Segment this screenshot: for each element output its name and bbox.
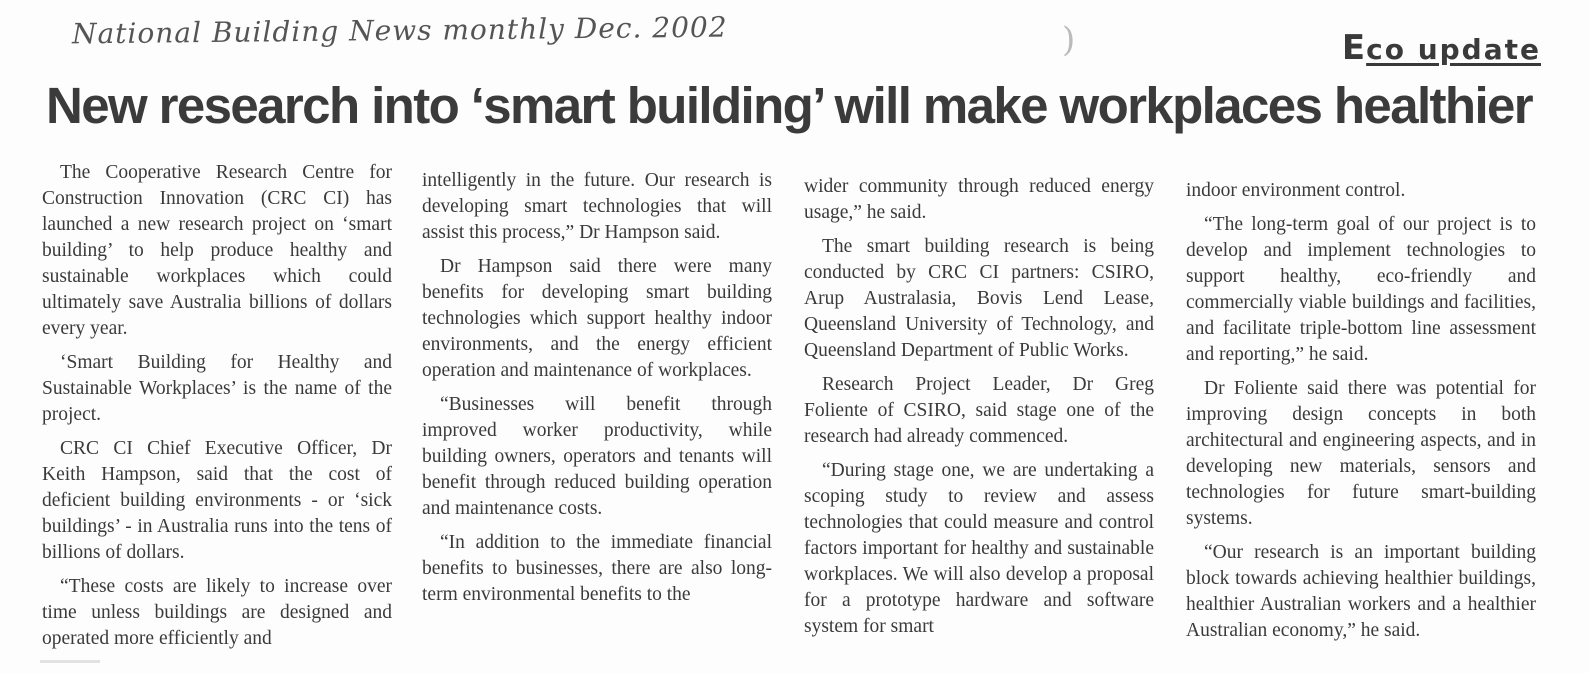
scan-smudge: [40, 660, 100, 663]
paragraph: “Our research is an important building block towards achieving healthier buildings, healthier Australian workers and a healthier Australian economy,” he said.: [1186, 542, 1536, 641]
paragraph: wider community through reduced energy usage,” he said.: [804, 176, 1154, 223]
stray-pen-mark: ): [1062, 20, 1076, 60]
paragraph: ‘Smart Building for Healthy and Sustainable Workplaces’ is the name of the project.: [42, 352, 392, 425]
article-headline: New research into ‘smart building’ will make workplaces healthier: [46, 77, 1533, 134]
article-body: [0, 160, 1589, 673]
paragraph: The Cooperative Research Centre for Construction Innovation (CRC CI) has launched a new research project on ‘smart building’ to help produce healthy and sustainable workplaces which could ultimately save Australia billions of dollars every year.: [42, 162, 392, 339]
section-tag: [1342, 28, 1541, 68]
article-column-3: [804, 174, 1154, 648]
paragraph: “The long-term goal of our project is to develop and implement technologies to support healthy, eco-friendly and commercially viable buildings and facilities, and facilitate triple-bottom line assessment and reporting,” he said.: [1186, 214, 1536, 365]
article-column-2: [422, 168, 772, 616]
paragraph: “During stage one, we are undertaking a scoping study to review and assess technologies that could measure and control factors important for healthy and sustainable workplaces. We will also develop a proposal for a prototype hardware and software system for smart: [804, 460, 1154, 637]
paragraph: Research Project Leader, Dr Greg Foliente of CSIRO, said stage one of the research had already commenced.: [804, 374, 1154, 447]
section-tag-initial: E: [1341, 28, 1367, 68]
paragraph: “These costs are likely to increase over time unless buildings are designed and operated more efficiently and: [42, 576, 392, 649]
article-column-1: [42, 160, 392, 660]
handwritten-source-note: National Building News monthly Dec. 2002: [71, 10, 728, 51]
paragraph: “In addition to the immediate financial benefits to businesses, there are also long-term environmental benefits to the: [422, 532, 772, 605]
paragraph: CRC CI Chief Executive Officer, Dr Keith Hampson, said that the cost of deficient building environments - or ‘sick buildings’ - in Australia runs into the tens of billions of dollars.: [42, 438, 392, 563]
paragraph: The smart building research is being conducted by CRC CI partners: CSIRO, Arup Australasia, Bovis Lend Lease, Queensland University of Technology, and Queensland Department of Public Works.: [804, 236, 1154, 361]
section-tag-text: co update: [1366, 33, 1541, 66]
article-column-4: [1186, 178, 1536, 652]
paragraph: Dr Foliente said there was potential for improving design concepts in both architectural and engineering aspects, and in developing new materials, sensors and technologies for future smart-building systems.: [1186, 378, 1536, 529]
paragraph: intelligently in the future. Our research is developing smart technologies that will assist this process,” Dr Hampson said.: [422, 170, 772, 243]
paragraph: “Businesses will benefit through improved worker productivity, while building owners, operators and tenants will benefit through reduced building operation and maintenance costs.: [422, 394, 772, 519]
paragraph: Dr Hampson said there were many benefits for developing smart building technologies which support healthy indoor environments, and the energy efficient operation and maintenance of workplaces.: [422, 256, 772, 381]
paragraph: indoor environment control.: [1186, 180, 1406, 201]
